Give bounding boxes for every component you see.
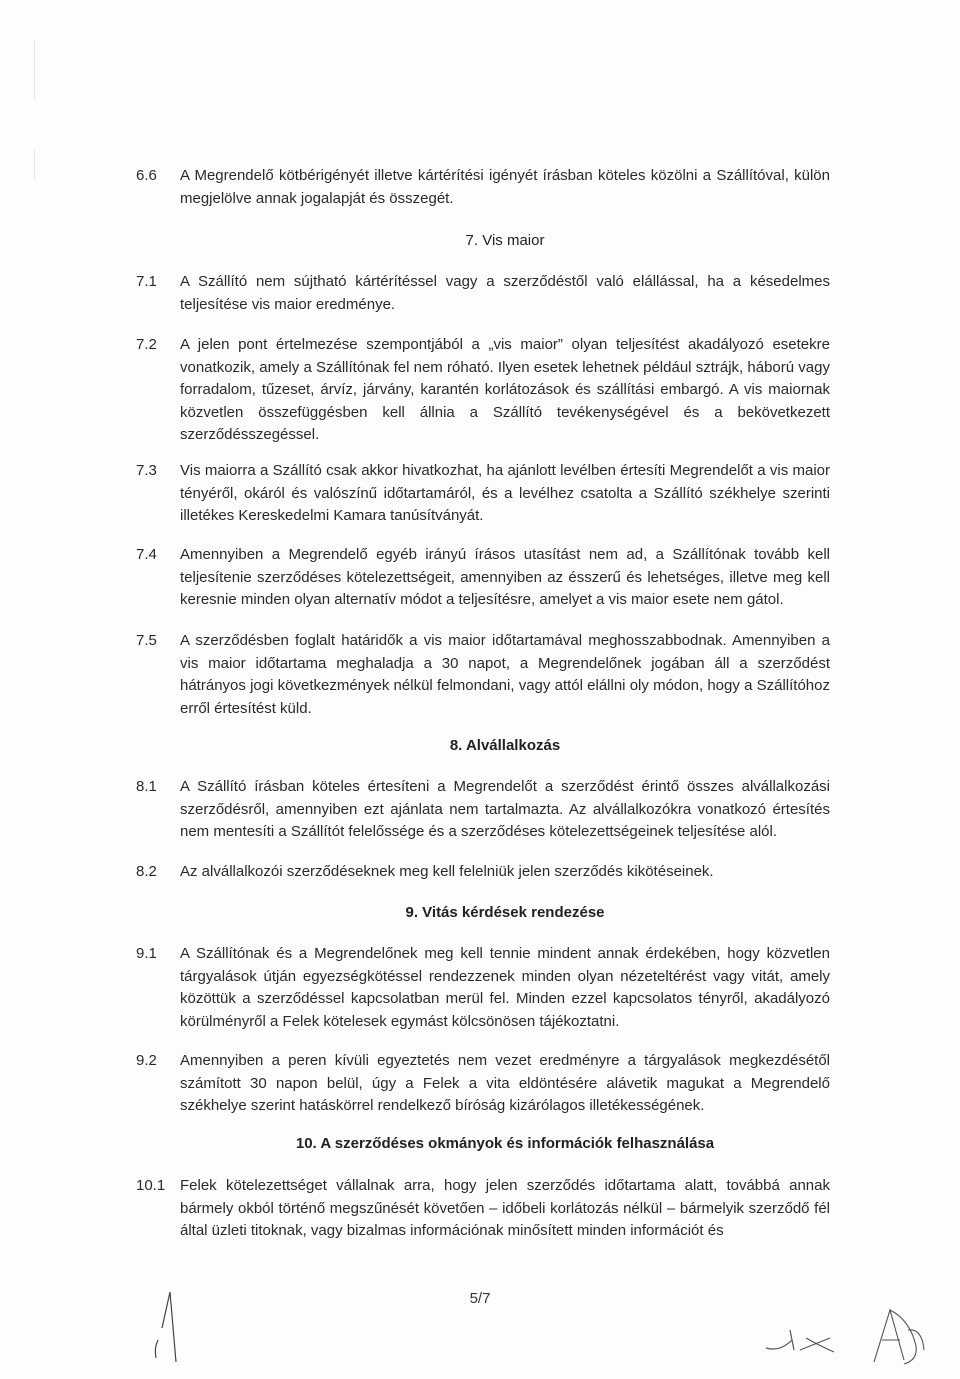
- initial-signature-left: [140, 1288, 200, 1368]
- clause-10-1: [120, 1175, 830, 1243]
- clause-7-3: [120, 460, 830, 528]
- clause-text: A Megrendelő kötbérigényét illetve kártérítési igényét írásban köteles közölni a Szállítóval, külön megjelölve annak jogalapját és összegét.: [180, 167, 830, 207]
- clause-text: Felek kötelezettséget vállalnak arra, hogy jelen szerződés időtartama alatt, továbbá annak bármely okból történő megszűnését követően – időbeli korlátozás nélkül – bármelyik szerződő fél által üzleti titoknak, vagy bizalmas információnak minősített minden információt és: [180, 1177, 830, 1239]
- clause-number: 7.1: [136, 273, 157, 290]
- clause-9-1: [120, 943, 830, 1033]
- section-heading-8: 8. Alvállalkozás: [449, 737, 561, 754]
- clause-text: A jelen pont értelmezése szempontjából a „vis maior” olyan teljesítést akadályozó esetekre vonatkozik, amely a Szállítónak fel nem róható. Ilyen esetek lehetnek például sztrájk, háború vagy forradalom, tűzeset, árvíz, járvány, karantén korlátozások és szállítási embargó. A vis maiornak közvetlen összefüggésben kell állnia a Szállító tevékenységével és a bekövetkezett szerződésszegéssel.: [180, 336, 830, 443]
- clause-text: A Szállító írásban köteles értesíteni a Megrendelőt a szerződést érintő összes alvállalkozási szerződésről, amennyiben ezt ajánlata nem tartalmazta. Az alvállalkozókra vonatkozó értesítés nem mentesíti a Szállítót felelőssége és a szerződéses kötelezettségeinek teljesítése alól.: [180, 778, 830, 840]
- initial-signature-middle: [760, 1320, 840, 1360]
- clause-text: A szerződésben foglalt határidők a vis maior időtartamával meghosszabbodnak. Amennyiben a vis maior időtartama meghaladja a 30 napot, a Megrendelőnek jogában áll a szerződést hátrányos jogi következmények nélkül felmondani, vagy attól elállni oly módon, hogy a Szállítóhoz erről értesítést küld.: [180, 632, 830, 717]
- clause-number: 7.4: [136, 546, 157, 563]
- section-heading-10: 10. A szerződéses okmányok és információk felhasználása: [295, 1135, 715, 1152]
- clause-number: 8.2: [136, 863, 157, 880]
- clause-number: 7.3: [136, 462, 157, 479]
- clause-text: Amennyiben a peren kívüli egyeztetés nem vezet eredményre a tárgyalások megkezdésétől számított 30 napon belül, úgy a Felek a vita eldöntésére alávetik magukat a Megrendelő székhelye szerint hatáskörrel rendelkező bíróság kizárólagos illetékességének.: [180, 1052, 830, 1114]
- clause-8-2: [120, 861, 830, 884]
- clause-7-4: [120, 544, 830, 612]
- clause-number: 10.1: [136, 1177, 166, 1194]
- clause-number: 8.1: [136, 778, 157, 795]
- clause-8-1: [120, 776, 830, 844]
- clause-9-2: [120, 1050, 830, 1118]
- clause-7-5: [120, 630, 830, 720]
- scan-artifact: [34, 40, 35, 100]
- clause-text: Amennyiben a Megrendelő egyéb irányú írásos utasítást nem ad, a Szállítónak tovább kell teljesítenie szerződéses kötelezettségeit, amennyiben az ésszerű és lehetséges, illetve meg kell keresnie minden olyan alternatív módot a teljesítésre, amelyet a vis maior esete nem gátol.: [180, 546, 830, 608]
- initial-signature-right: [860, 1300, 930, 1370]
- section-heading-7: 7. Vis maior: [465, 232, 545, 249]
- clause-7-1: [120, 271, 830, 316]
- clause-6-6: [120, 165, 830, 210]
- clause-text: Az alvállalkozói szerződéseknek meg kell felelniük jelen szerződés kikötéseinek.: [180, 863, 714, 880]
- scan-artifact: [34, 150, 35, 180]
- clause-number: 7.5: [136, 632, 157, 649]
- clause-text: A Szállítónak és a Megrendelőnek meg kell tennie mindent annak érdekében, hogy közvetlen tárgyalások útján egyezségkötéssel rendezzenek minden olyan nézeteltérést vagy vitát, amely közöttük a szerződéssel kapcsolatban merül fel. Minden ezzel kapcsolatos tényről, akadályozó körülményről a Felek kötelesek egymást kölcsönösen tájékoztatni.: [180, 945, 830, 1030]
- section-heading-9: 9. Vitás kérdések rendezése: [405, 904, 605, 921]
- clause-number: 6.6: [136, 167, 157, 184]
- clause-number: 9.1: [136, 945, 157, 962]
- page-number: 5/7: [469, 1290, 491, 1307]
- clause-7-2: [120, 334, 830, 447]
- clause-text: A Szállító nem sújtható kártérítéssel vagy a szerződéstől való elállással, ha a késedelmes teljesítése vis maior eredménye.: [180, 273, 830, 313]
- clause-text: Vis maiorra a Szállító csak akkor hivatkozhat, ha ajánlott levélben értesíti Megrendelőt a vis maior tényéről, okáról és valószínű időtartamáról, és a levélhez csatolta a Szállító székhelye szerinti illetékes Kereskedelmi Kamara tanúsítványát.: [180, 462, 830, 524]
- clause-number: 9.2: [136, 1052, 157, 1069]
- clause-number: 7.2: [136, 336, 157, 353]
